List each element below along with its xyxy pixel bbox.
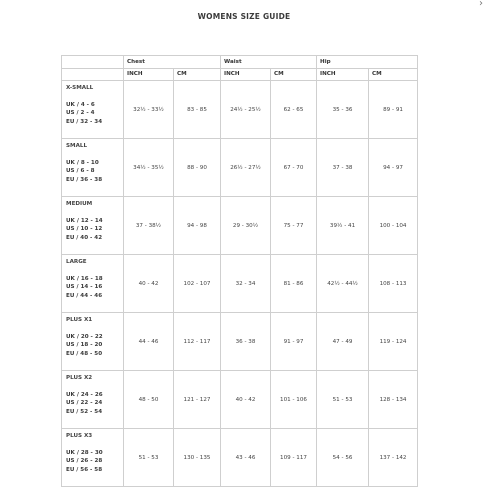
hip-cm-header: CM — [369, 68, 418, 81]
size-eu: EU / 52 - 54 — [66, 408, 103, 415]
hip-inch-cell: 54 - 56 — [317, 429, 369, 487]
chest-cm-cell: 102 - 107 — [174, 255, 221, 313]
size-eu: EU / 44 - 46 — [66, 292, 103, 299]
table-row — [62, 371, 418, 429]
size-label-cell — [62, 313, 124, 371]
unit-header-row — [62, 68, 418, 81]
table-row — [62, 429, 418, 487]
size-label-cell — [62, 255, 124, 313]
size-uk: UK / 16 - 18 — [66, 275, 103, 282]
size-eu: EU / 32 - 34 — [66, 118, 103, 125]
size-eu: EU / 40 - 42 — [66, 234, 103, 241]
size-uk: UK / 4 - 6 — [66, 101, 95, 108]
size-us: US / 18 - 20 — [66, 342, 103, 349]
hip-cm-cell: 119 - 124 — [369, 313, 418, 371]
size-label-cell — [62, 429, 124, 487]
hip-group-header: Hip — [317, 56, 418, 69]
waist-cm-cell: 81 - 86 — [271, 255, 317, 313]
size-us: US / 14 - 16 — [66, 284, 103, 291]
group-header-row — [62, 56, 418, 69]
hip-cm-cell: 100 - 104 — [369, 197, 418, 255]
size-uk: UK / 12 - 14 — [66, 217, 103, 224]
page-title: WOMENS SIZE GUIDE — [197, 12, 291, 21]
hip-inch-cell: 42½ - 44½ — [317, 255, 369, 313]
hip-inch-cell: 37 - 38 — [317, 139, 369, 197]
waist-inch-cell: 32 - 34 — [221, 255, 271, 313]
hip-inch-cell: 51 - 53 — [317, 371, 369, 429]
size-us: US / 6 - 8 — [66, 168, 95, 175]
chest-inch-cell: 34½ - 35½ — [124, 139, 174, 197]
size-us: US / 26 - 28 — [66, 458, 103, 465]
corner-unit-cell — [62, 68, 124, 81]
chest-inch-header: INCH — [124, 68, 174, 81]
size-label-cell — [62, 197, 124, 255]
waist-cm-cell: 101 - 106 — [271, 371, 317, 429]
waist-cm-header: CM — [271, 68, 317, 81]
waist-inch-cell: 29 - 30½ — [221, 197, 271, 255]
waist-inch-cell: 26½ - 27½ — [221, 139, 271, 197]
hip-inch-header: INCH — [317, 68, 369, 81]
size-name: PLUS X1 — [66, 317, 93, 323]
size-uk: UK / 8 - 10 — [66, 159, 99, 166]
size-guide-table — [61, 55, 418, 487]
size-us: US / 22 - 24 — [66, 400, 103, 407]
chest-cm-header: CM — [174, 68, 221, 81]
hip-cm-cell: 128 - 134 — [369, 371, 418, 429]
waist-cm-cell: 75 - 77 — [271, 197, 317, 255]
chest-inch-cell: 48 - 50 — [124, 371, 174, 429]
size-name: SMALL — [66, 143, 88, 149]
hip-cm-cell: 89 - 91 — [369, 81, 418, 139]
size-name: LARGE — [66, 259, 87, 265]
hip-inch-cell: 35 - 36 — [317, 81, 369, 139]
chest-cm-cell: 94 - 98 — [174, 197, 221, 255]
chest-inch-cell: 44 - 46 — [124, 313, 174, 371]
chest-cm-cell: 130 - 135 — [174, 429, 221, 487]
size-label-cell — [62, 371, 124, 429]
table-row — [62, 313, 418, 371]
waist-group-header: Waist — [221, 56, 317, 69]
hip-cm-cell: 137 - 142 — [369, 429, 418, 487]
size-name: X-SMALL — [66, 85, 94, 91]
size-name: PLUS X3 — [66, 433, 93, 439]
size-label-cell — [62, 139, 124, 197]
size-us: US / 2 - 4 — [66, 110, 95, 117]
waist-cm-cell: 109 - 117 — [271, 429, 317, 487]
size-uk: UK / 28 - 30 — [66, 449, 103, 456]
hip-inch-cell: 47 - 49 — [317, 313, 369, 371]
chest-cm-cell: 88 - 90 — [174, 139, 221, 197]
waist-inch-header: INCH — [221, 68, 271, 81]
size-name: PLUS X2 — [66, 375, 93, 381]
chest-inch-cell: 37 - 38½ — [124, 197, 174, 255]
waist-cm-cell: 67 - 70 — [271, 139, 317, 197]
waist-inch-cell: 24½ - 25½ — [221, 81, 271, 139]
waist-inch-cell: 43 - 46 — [221, 429, 271, 487]
chest-group-header: Chest — [124, 56, 221, 69]
size-eu: EU / 48 - 50 — [66, 350, 103, 357]
hip-cm-cell: 94 - 97 — [369, 139, 418, 197]
size-eu: EU / 56 - 58 — [66, 466, 103, 473]
table-row — [62, 139, 418, 197]
size-name: MEDIUM — [66, 201, 93, 207]
chest-inch-cell: 32½ - 33½ — [124, 81, 174, 139]
corner-mark: › — [479, 0, 483, 9]
waist-cm-cell: 62 - 65 — [271, 81, 317, 139]
size-us: US / 10 - 12 — [66, 226, 103, 233]
chest-cm-cell: 121 - 127 — [174, 371, 221, 429]
table-row — [62, 255, 418, 313]
size-eu: EU / 36 - 38 — [66, 176, 103, 183]
chest-cm-cell: 112 - 117 — [174, 313, 221, 371]
size-uk: UK / 20 - 22 — [66, 333, 103, 340]
chest-inch-cell: 51 - 53 — [124, 429, 174, 487]
size-label-cell — [62, 81, 124, 139]
waist-inch-cell: 40 - 42 — [221, 371, 271, 429]
chest-cm-cell: 83 - 85 — [174, 81, 221, 139]
chest-inch-cell: 40 - 42 — [124, 255, 174, 313]
waist-cm-cell: 91 - 97 — [271, 313, 317, 371]
table-row — [62, 81, 418, 139]
size-uk: UK / 24 - 26 — [66, 391, 103, 398]
table-row — [62, 197, 418, 255]
waist-inch-cell: 36 - 38 — [221, 313, 271, 371]
hip-cm-cell: 108 - 113 — [369, 255, 418, 313]
hip-inch-cell: 39½ - 41 — [317, 197, 369, 255]
corner-header-cell — [62, 56, 124, 69]
